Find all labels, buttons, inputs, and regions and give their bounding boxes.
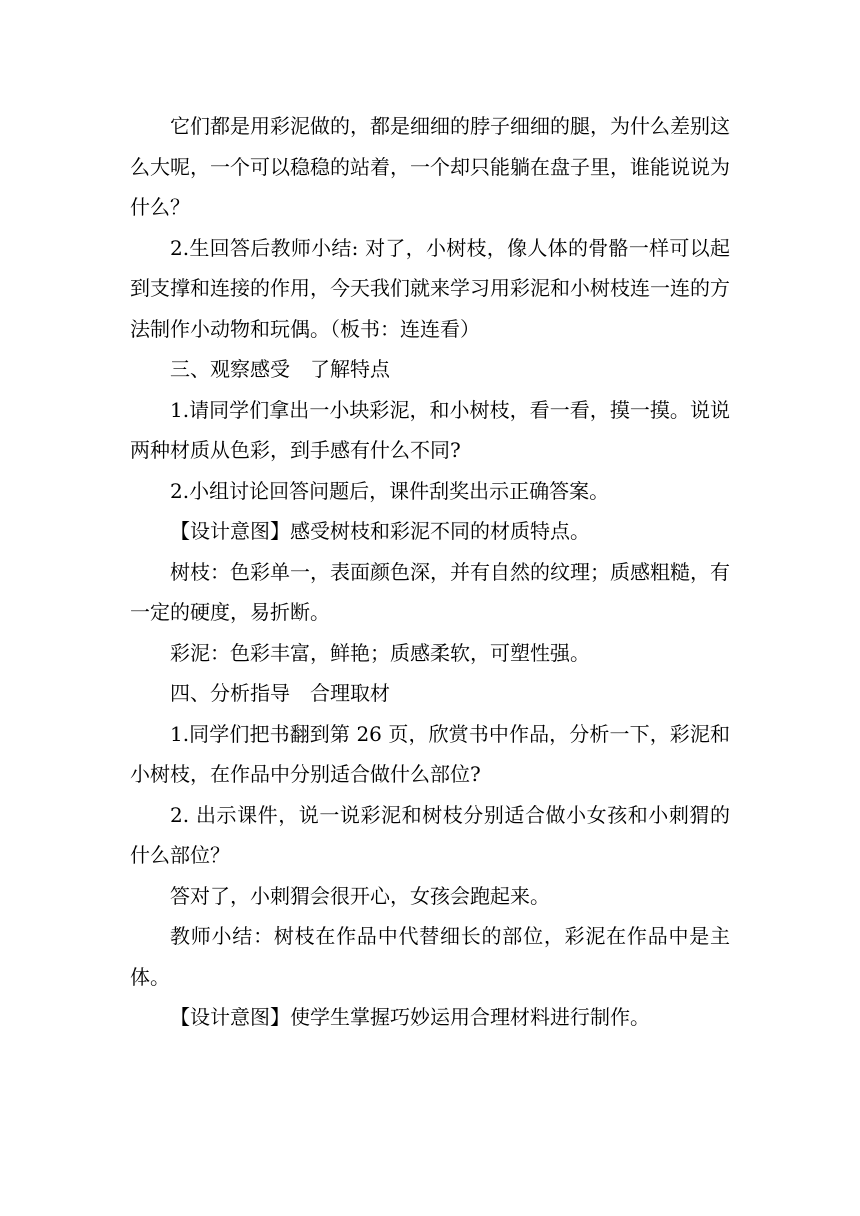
paragraph-courseware: 2. 出示课件，说一说彩泥和树枝分别适合做小女孩和小刺猬的什么部位？ [130, 802, 730, 867]
paragraph-book-page: 1.同学们把书翻到第 26 页，欣赏书中作品，分析一下，彩泥和小树枝，在作品中分别适合做什么部位? [130, 721, 730, 786]
paragraph-design-intent-1: 【设计意图】感受树枝和彩泥不同的材质特点。 [170, 519, 590, 543]
paragraph-branch-features: 树枝：色彩单一，表面颜色深，并有自然的纹理；质感粗糙，有一定的硬度，易折断。 [130, 559, 730, 624]
paragraph-teacher-summary: 2.生回答后教师小结: 对了，小树枝，像人体的骨骼一样可以起到支撑和连接的作用，今天我们就来学习用彩泥和小树枝连一连的方法制作小动物和玩偶。（板书：连连看） [130, 235, 730, 341]
paragraph-touch-materials: 1.请同学们拿出一小块彩泥，和小树枝，看一看，摸一摸。说说两种材质从色彩，到手感有什么不同? [130, 397, 730, 462]
paragraph-design-intent-2: 【设计意图】使学生掌握巧妙运用合理材料进行制作。 [170, 1005, 650, 1029]
section-heading-analyze: 四、分析指导 合理取材 [170, 681, 390, 705]
document-body [130, 106, 730, 1038]
section-heading-observe: 三、观察感受 了解特点 [170, 357, 390, 381]
paragraph-intro-question: 它们都是用彩泥做的，都是细细的脖子细细的腿，为什么差别这么大呢，一个可以稳稳的站着，一个却只能躺在盘子里，谁能说说为什么？ [130, 114, 730, 219]
paragraph-clay-features: 彩泥：色彩丰富，鲜艳；质感柔软，可塑性强。 [170, 640, 590, 665]
paragraph-correct-answer: 答对了，小刺猬会很开心，女孩会跑起来。 [170, 883, 550, 908]
paragraph-group-discussion: 2.小组讨论回答问题后，课件刮奖出示正确答案。 [170, 478, 610, 503]
paragraph-teacher-conclusion: 教师小结：树枝在作品中代替细长的部位，彩泥在作品中是主体。 [130, 924, 730, 989]
